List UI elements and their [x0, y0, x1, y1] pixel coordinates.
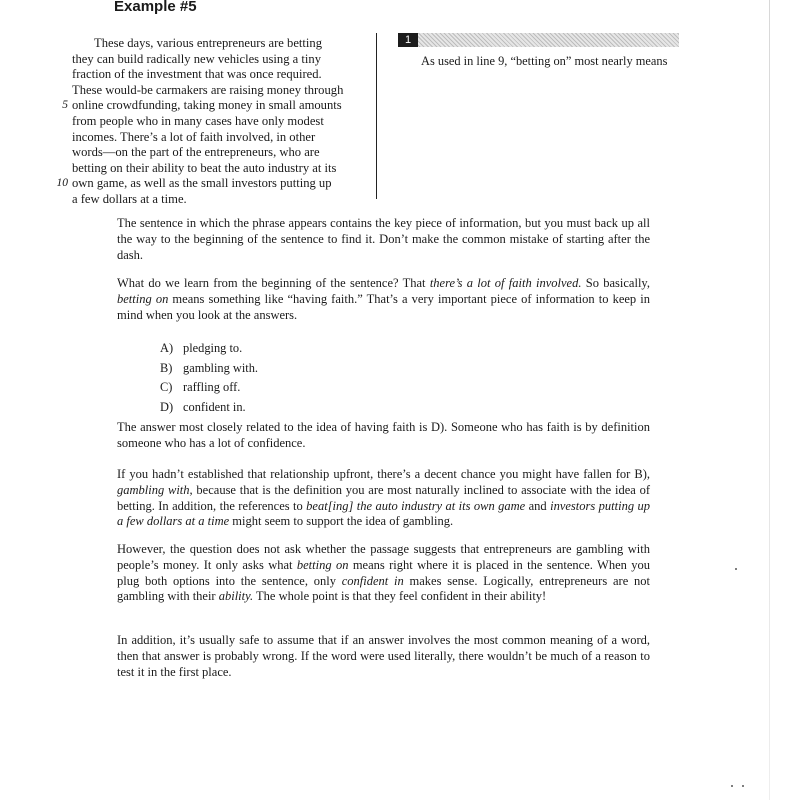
answer-choice: A) pledging to. [160, 341, 243, 355]
line-number: 10 [56, 177, 68, 190]
passage-line: words—on the part of the entrepreneurs, who are [72, 145, 320, 160]
passage-line [62, 98, 367, 114]
column-divider [376, 33, 377, 199]
answer-choice: D) confident in. [160, 399, 246, 414]
example-heading: Example #5 [114, 0, 197, 15]
answer-choice: B) gambling with. [160, 360, 259, 375]
passage-line: These days, various entrepreneurs are betting [94, 36, 322, 50]
explanation-paragraph-1: The sentence in which the phrase appears contains the key piece of information, but you must back up all the way to the beginning of the sentence to find it. Don’t make the common mistake of starting after the dash. [117, 216, 650, 262]
passage-line: a few dollars at a time. [72, 191, 187, 206]
passage-line: fraction of the investment that was once required. [72, 67, 322, 82]
passage-line [56, 176, 367, 192]
scan-speck [735, 568, 737, 570]
explanation-paragraph-3: The answer most closely related to the idea of having faith is D). Someone who has faith is by definition someone who has a lot of confidence. [117, 420, 650, 450]
explanation-paragraph-5: However, the question does not ask whether the passage suggests that entrepreneurs are gambling with people’s money. It only asks what betting on means right where it is placed in the sentence. When you plug both options into the sentence, only confident in makes sense. Logically, entrepreneurs are not gambling with their ability. The whole point is that they feel confident in their ability! [117, 542, 650, 604]
question-header-bar [398, 33, 679, 47]
scan-speck [731, 785, 733, 787]
question-text: As used in line 9, “betting on” most nearly means [421, 54, 668, 68]
explanation-paragraph-2: What do we learn from the beginning of the sentence? That there’s a lot of faith involved. So basically, betting on means something like “having faith.” That’s a very important piece of information to keep in mind when you look at the answers. [117, 276, 651, 322]
explanation-paragraph-6: In addition, it’s usually safe to assume that if an answer involves the most common meaning of a word, then that answer is probably wrong. If the word were used literally, there wouldn’t be much of a reason to test it in the first place. [117, 633, 650, 679]
reading-passage [56, 36, 367, 208]
passage-line: they can build radically new vehicles using a tiny [72, 51, 322, 66]
passage-line-text: online crowdfunding, taking money in small amounts [72, 98, 342, 113]
answer-choice: C) raffling off. [160, 380, 241, 394]
passage-line: from people who in many cases have only modest [72, 113, 324, 128]
passage-line: betting on their ability to beat the auto industry at its [72, 160, 337, 175]
explanation-paragraph-4: If you hadn’t established that relationship upfront, there’s a decent chance you might have fallen for B), gambling with, because that is the definition you are most naturally inclined to associate with the idea of betting. In addition, the references to beat[ing] the auto industry at its own game and investors putting up a few dollars at a time might seem to support the idea of gambling. [117, 467, 650, 529]
passage-line: incomes. There’s a lot of faith involved, in other [72, 129, 316, 144]
line-number: 5 [62, 99, 68, 112]
scan-speck [742, 785, 744, 787]
answer-choices [160, 339, 258, 417]
scan-edge-line [769, 0, 770, 800]
passage-line: These would-be carmakers are raising money through [72, 82, 344, 97]
passage-line-text: own game, as well as the small investors putting up [72, 176, 332, 191]
question-number: 1 [398, 33, 418, 47]
